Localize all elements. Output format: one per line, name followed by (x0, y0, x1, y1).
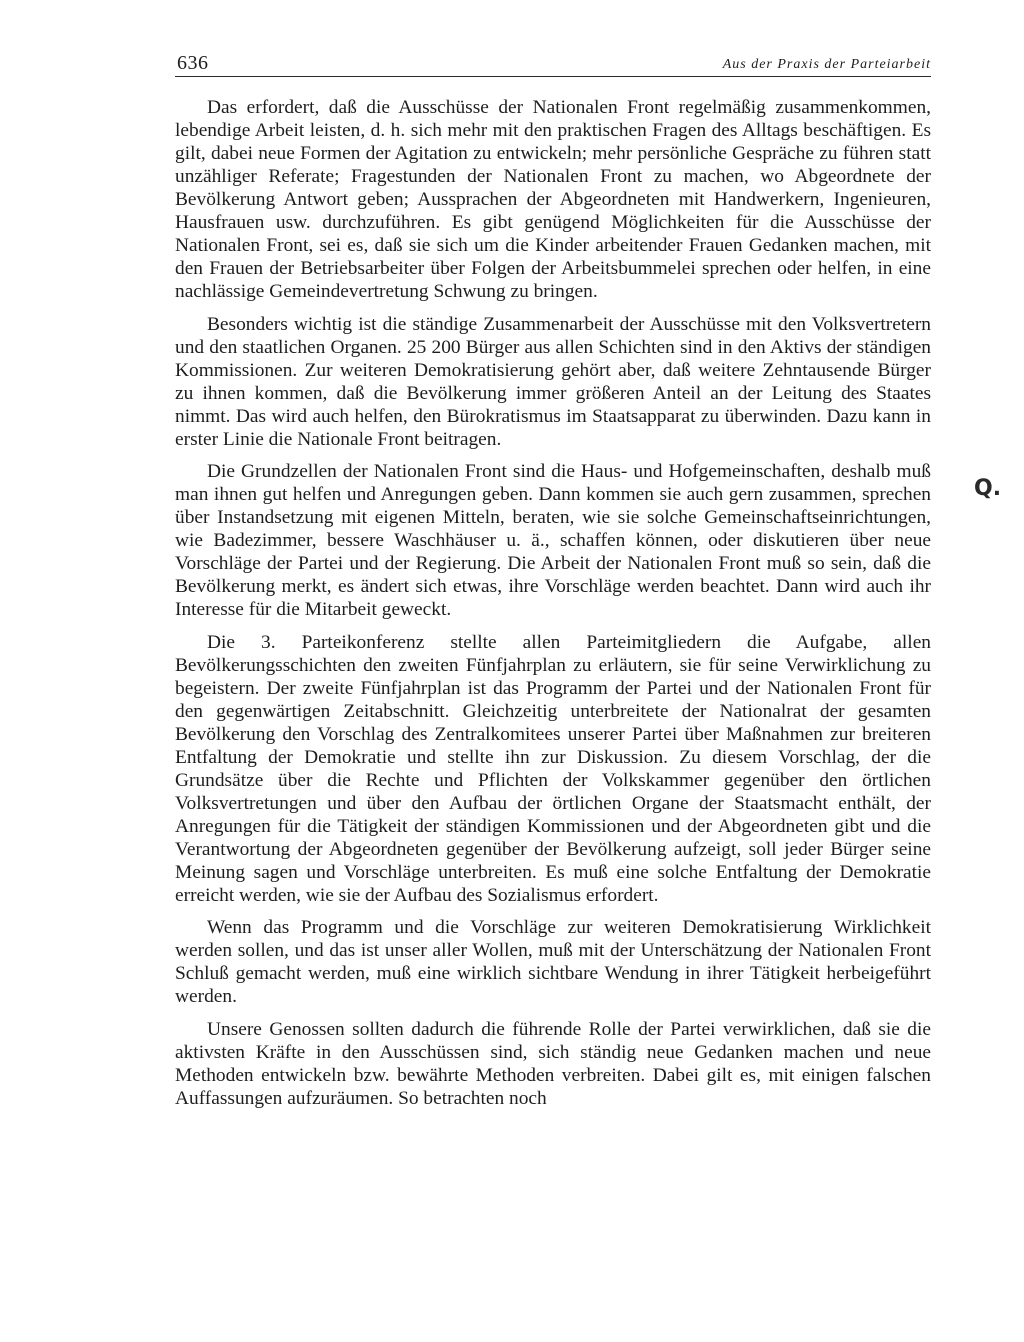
running-head: Aus der Praxis der Parteiarbeit (722, 57, 931, 72)
page-header (175, 52, 931, 77)
page-number: 636 (177, 52, 209, 74)
paragraph: Besonders wichtig ist die ständige Zusammenarbeit der Ausschüsse mit den Volksvertretern und den staatlichen Organen. 25 200 Bürger aus allen Schichten sind in den Aktivs der ständigen Kommissionen. Zur weiteren Demokratisierung gehört aber, daß weitere Zehntausende Bürger zu ihnen kommen, daß die Bevölkerung immer größeren Anteil an der Leitung des Staates nimmt. Das wird auch helfen, den Bürokratismus im Staatsapparat zu überwinden. Dazu kann in erster Linie die Nationale Front beitragen. (175, 313, 931, 450)
paragraph: Wenn das Programm und die Vorschläge zur weiteren Demokratisierung Wirklichkeit werden sollen, und das ist unser aller Wollen, muß mit der Unterschätzung der Nationalen Front Schluß gemacht werden, muß eine wirklich sichtbare Wendung in ihrer Tätigkeit herbeigeführt werden. (175, 917, 931, 1008)
paragraph: Die 3. Parteikonferenz stellte allen Parteimitgliedern die Aufgabe, allen Bevölkerungsschichten den zweiten Fünfjahrplan zu erläutern, sie für seine Verwirklichung zu begeistern. Der zweite Fünfjahrplan ist das Programm der Partei und der Nationalen Front für den gegenwärtigen Zeitabschnitt. Gleichzeitig unterbreitete der Nationalrat der gesamten Bevölkerung den Vorschlag des Zentralkomitees unserer Partei über Maßnahmen zur breiteren Entfaltung der Demokratie und stellte ihn zur Diskussion. Zu diesem Vorschlag, der die Grundsätze über die Rechte und Pflichten der Volkskammer gegenüber den örtlichen Volksvertretungen und über den Aufbau der örtlichen Organe der Staatsmacht enthält, der Anregungen für die Tätigkeit der ständigen Kommissionen und der Abgeordneten gibt und die Verantwortung der Abgeordneten gegenüber der Bevölkerung aufzeigt, soll jeder Bürger seine Meinung sagen und Vorschläge unterbreiten. Es muß eine solche Entfaltung der Demokratie erreicht werden, wie sie der Aufbau des Sozialismus erfordert. (175, 631, 931, 906)
paragraph: Das erfordert, daß die Ausschüsse der Nationalen Front regelmäßig zusammenkommen, lebendige Arbeit leisten, d. h. sich mehr mit den praktischen Fragen des Alltags beschäftigen. Es gilt, dabei neue Formen der Agitation zu entwickeln; mehr persönliche Gespräche zu führen statt unzähliger Referate; Fragestunden der Nationalen Front zu machen, wo Abgeordnete der Bevölkerung Antwort geben; Aussprachen der Abgeordneten mit Handwerkern, Ingenieuren, Hausfrauen usw. durchzuführen. Es gibt genügend Möglichkeiten für die Ausschüsse der Nationalen Front, sei es, daß sie sich um die Kinder arbeitender Frauen Gedanken machen, mit den Frauen der Betriebsarbeiter über Folgen der Arbeitsbummelei sprechen oder helfen, in eine nachlässige Gemeindevertretung Schwung zu bringen. (175, 97, 931, 302)
paragraph: Die Grundzellen der Nationalen Front sind die Haus- und Hofgemeinschaften, deshalb muß man ihnen gut helfen und Anregungen geben. Dann kommen sie auch gern zusammen, sprechen über Instandsetzung mit eigenen Mitteln, beraten, wie sie solche Gemeinschaftseinrichtungen, wie Badezimmer, bessere Waschhäuser u. ä., schaffen können, oder diskutieren über neue Vorschläge der Partei und der Regierung. Die Arbeit der Nationalen Front muß so sein, daß die Bevölkerung merkt, es ändert sich etwas, ihre Vorschläge werden beachtet. Dann wird auch ihr Interesse für die Mitarbeit geweckt. (175, 461, 931, 621)
body-text (175, 96, 931, 1120)
margin-mark: Q. (974, 476, 1002, 501)
paragraph: Unsere Genossen sollten dadurch die führende Rolle der Partei verwirklichen, daß sie die aktivsten Kräfte in den Ausschüssen sind, sich ständig neue Gedanken machen und neue Methoden entwickeln bzw. bewährte Methoden verbreiten. Dabei gilt es, mit einigen falschen Auffassungen aufzuräumen. So betrachten noch (175, 1018, 931, 1109)
